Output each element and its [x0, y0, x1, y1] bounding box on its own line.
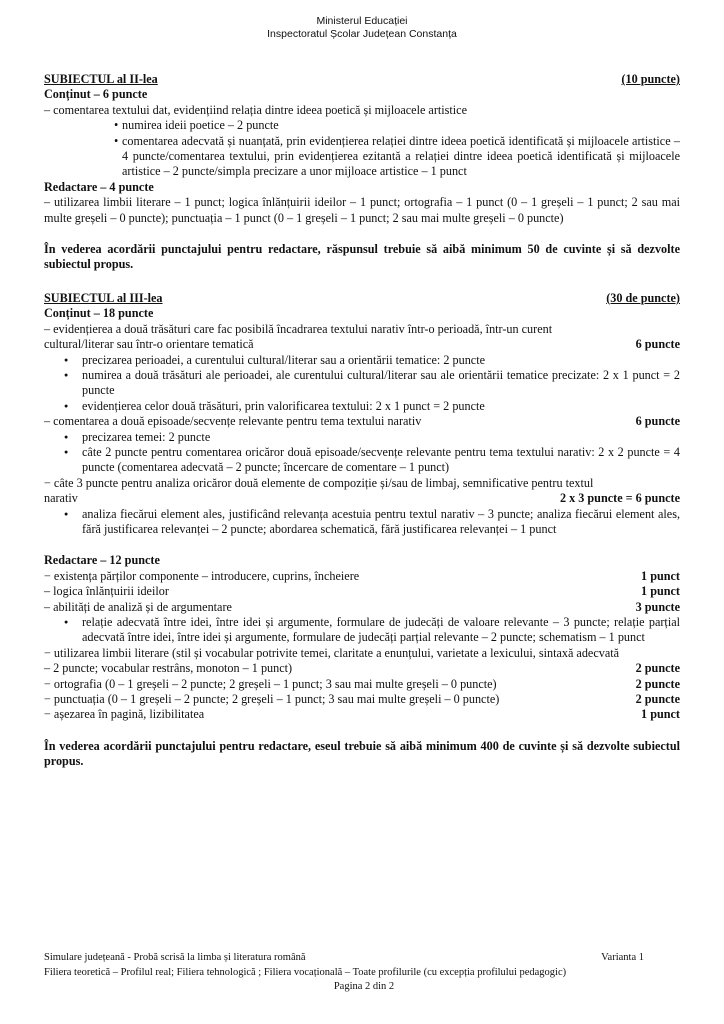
- redactare-text: − utilizarea limbii literare (stil și vocabular potrivite temei, claritate a enunțului, varietate a lexicului, sintaxă adecvată: [44, 645, 620, 660]
- redactare-text: – abilități de analiză și de argumentare: [44, 599, 232, 614]
- criterion-row: [44, 414, 680, 429]
- criterion-text: – comentarea a două episoade/secvențe relevante pentru tema textului narativ: [44, 414, 422, 429]
- redactare-points: 3 puncte: [635, 599, 680, 614]
- criterion-bullet: ● câte 2 puncte pentru comentarea oricăror două episoade/secvențe relevante pentru tema textului narativ: 2 x 2 puncte = 4 puncte (comentarea adecvată – 2 puncte; încercare de comentare – 1 punct): [44, 445, 680, 476]
- redactare-row: [44, 569, 680, 584]
- criterion-bullet: ● analiza fiecărui element ales, justificând relevanța acestuia pentru textul narativ – 3 puncte; analiza fiecărui element ales, fără justificarea relevanței – 2 puncte; abordarea schematică, fără justificarea relevanței – 1 punct: [44, 507, 680, 538]
- redactare-text: − punctuația (0 – 1 greșeli – 2 puncte; 2 greșeli – 1 punct; 3 sau mai multe greșeli – 0 puncte): [44, 692, 500, 707]
- footer-exam-name: Simulare județeană - Probă scrisă la limba și literatura română: [44, 952, 306, 963]
- redactare-row: [44, 677, 680, 692]
- redactare-text: − ortografia (0 – 1 greșeli – 2 puncte; 2 greșeli – 1 punct; 3 sau mai multe greșeli – 0 puncte): [44, 676, 497, 691]
- section-2-content-intro: – comentarea textului dat, evidențiind relația dintre ideea poetică și mijloacele artistice: [44, 102, 467, 117]
- section-3-heading: [44, 291, 680, 306]
- redactare-row: [44, 661, 680, 676]
- redactare-points: 2 puncte: [635, 676, 680, 691]
- section-3-content-title: Conținut – 18 puncte: [44, 306, 154, 321]
- criterion-bullet: ● evidențierea celor două trăsături, prin valorificarea textului: 2 x 1 punct = 2 puncte: [44, 399, 680, 414]
- criterion-points: 2 x 3 puncte = 6 puncte: [559, 491, 680, 506]
- section-2-heading: [44, 72, 680, 87]
- redactare-row: [44, 707, 680, 722]
- criterion-row: [44, 491, 680, 506]
- section-2-notice: În vederea acordării punctajului pentru redactare, răspunsul trebuie să aibă minimum 50 de cuvinte și să dezvolte subiectul propus.: [44, 242, 680, 272]
- page-header: [0, 15, 724, 41]
- redactare-points: 2 puncte: [635, 661, 680, 676]
- criterion-bullet: ● precizarea perioadei, a curentului cultural/literar sau a orientării tematice: 2 puncte: [44, 353, 680, 368]
- redactare-text: − existența părților componente – introducere, cuprins, încheiere: [44, 568, 360, 583]
- section-2-redactare-text: – utilizarea limbii literare – 1 punct; logica înlănțuirii ideilor – 1 punct; ortografia – 1 punct (0 – 1 greșeli – 1 punct; 2 sau mai multe greșeli – 0 puncte); punctuația – 1 punct (0 – 1 greșeli – 1 punct; 2 sau mai multe greșeli – 0 puncte): [44, 195, 680, 225]
- section-2-title: SUBIECTUL al II-lea: [44, 72, 158, 86]
- criterion-points: 6 puncte: [635, 414, 680, 429]
- redactare-text: – logica înlănțuirii ideilor: [44, 584, 169, 599]
- redactare-bullet: ● relație adecvată între idei, între idei și argumente, formulare de judecăți de valoare relevante – 3 puncte; relație parțial adecvată între idei, între idei și argumente, formulare de judecăți parțial relevante – 2 puncte; schematism – 1 punct: [44, 615, 680, 646]
- section-3-notice: În vederea acordării punctajului pentru redactare, eseul trebuie să aibă minimum 400 de cuvinte și să dezvolte subiectul propus.: [44, 738, 680, 769]
- section-2-points: (10 puncte): [621, 72, 680, 86]
- criterion-text: – evidențierea a două trăsături care fac posibilă încadrarea textului narativ într-o perioadă, într-un curent: [44, 321, 553, 336]
- criterion-text: cultural/literar sau într-o orientare tematică: [44, 337, 254, 352]
- section-2-bullet: • numirea ideii poetice – 2 puncte: [44, 118, 680, 133]
- document-body: [44, 72, 680, 770]
- criterion-text: narativ: [44, 491, 78, 506]
- criterion-bullet: ● numirea a două trăsături ale perioadei, ale curentului cultural/literar sau ale orientării tematice precizate: 2 x 1 punct = 2 puncte: [44, 368, 680, 399]
- criterion-text: − câte 3 puncte pentru analiza oricăror două elemente de compoziție și/sau de limbaj, semnificative pentru textul: [44, 475, 594, 490]
- section-3-points: (30 de puncte): [606, 290, 680, 305]
- redactare-points: 1 punct: [641, 584, 680, 599]
- ministry-name: Ministerul Educației: [316, 15, 408, 27]
- section-2-bullet: • comentarea adecvată și nuanțată, prin evidențierea relației dintre ideea poetică identificată și mijloacele artistice – 4 puncte/comentarea textului, prin evidențierea ezitantă a relației dintre ideea poetică identificată și mijloacele artistice – 2 puncte/simpla precizare a unor mijloace artistice – 1 punct: [44, 134, 680, 180]
- redactare-row: [44, 692, 680, 707]
- redactare-text: − așezarea în pagină, lizibilitatea: [44, 707, 205, 722]
- footer-profiles: Filiera teoretică – Profilul real; Filiera tehnologică ; Filiera vocațională – Toate profilurile (cu excepția profilului pedagogic): [44, 967, 567, 978]
- redactare-row: [44, 584, 680, 599]
- section-3-redactare-title: Redactare – 12 puncte: [44, 553, 160, 568]
- criterion-row: [44, 337, 680, 352]
- footer-variant: Varianta 1: [601, 952, 644, 963]
- redactare-points: 1 punct: [641, 568, 680, 583]
- redactare-text: – 2 puncte; vocabular restrâns, monoton – 1 punct): [44, 661, 293, 676]
- inspectorate-name: Inspectoratul Școlar Județean Constanța: [267, 28, 457, 40]
- footer-page-number: Pagina 2 din 2: [333, 981, 395, 992]
- redactare-row: [44, 600, 680, 615]
- criterion-bullet: ● precizarea temei: 2 puncte: [44, 430, 680, 445]
- footer-row: [44, 951, 644, 964]
- page-footer: [44, 951, 684, 993]
- redactare-points: 1 punct: [641, 707, 680, 722]
- criterion-points: 6 puncte: [635, 337, 680, 352]
- section-3-title: SUBIECTUL al III-lea: [44, 290, 163, 305]
- section-2-redactare-title: Redactare – 4 puncte: [44, 179, 154, 194]
- redactare-points: 2 puncte: [635, 692, 680, 707]
- section-2-content-title: Conținut – 6 puncte: [44, 87, 148, 102]
